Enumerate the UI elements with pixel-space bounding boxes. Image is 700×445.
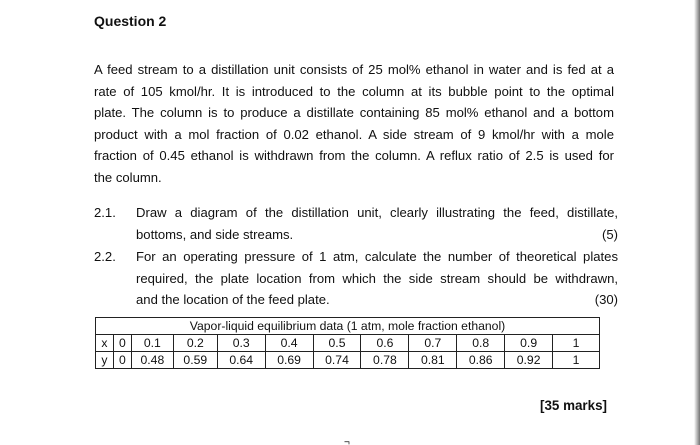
y-value-cell: 0.86 bbox=[457, 352, 505, 369]
subquestion-line: required, the plate location from which the side stream should be withdrawn, bbox=[136, 270, 618, 286]
y-value-cell: 0.81 bbox=[409, 352, 457, 369]
page-footer-glyph: ¬ bbox=[344, 437, 350, 445]
intro-line: plate. The column is to produce a distillate containing 85 mol% ethanol and a bottom bbox=[94, 105, 614, 121]
y-value-cell: 0.69 bbox=[265, 352, 313, 369]
question-title: Question 2 bbox=[94, 13, 167, 29]
y-value-cell: 0.59 bbox=[173, 352, 217, 369]
subquestion-line bbox=[136, 289, 618, 311]
total-marks: [35 marks] bbox=[540, 398, 607, 413]
question-intro-paragraph bbox=[94, 59, 614, 189]
y-values-row bbox=[96, 352, 600, 369]
intro-line: A feed stream to a distillation unit consists of 25 mol% ethanol in water and is fed at a bbox=[94, 62, 614, 77]
x-row-label: x bbox=[96, 335, 114, 352]
subquestion-line bbox=[136, 224, 618, 246]
y-value-cell: 1 bbox=[553, 352, 600, 369]
subquestion-line: Draw a diagram of the distillation unit, clearly illustrating the feed, distillate, bbox=[136, 205, 618, 220]
intro-line: product with a mol fraction of 0.02 ethanol. A side stream of 9 kmol/hr with a mole bbox=[94, 126, 614, 142]
subquestion-line: For an operating pressure of 1 atm, calculate the number of theoretical plates bbox=[136, 249, 618, 264]
x-value-cell: 0.5 bbox=[313, 335, 361, 352]
y-value-cell: 0 bbox=[113, 352, 131, 369]
table-caption-row bbox=[96, 318, 600, 335]
x-value-cell: 1 bbox=[553, 335, 600, 352]
subquestion-number: 2.1. bbox=[94, 205, 116, 220]
subquestion-marks: (30) bbox=[594, 292, 618, 308]
y-value-cell: 0.92 bbox=[505, 352, 553, 369]
subquestion-number: 2.2. bbox=[94, 249, 116, 264]
x-value-cell: 0.2 bbox=[173, 335, 217, 352]
x-values-row bbox=[96, 335, 600, 352]
x-value-cell: 0.3 bbox=[217, 335, 265, 352]
y-value-cell: 0.78 bbox=[361, 352, 409, 369]
y-value-cell: 0.64 bbox=[217, 352, 265, 369]
subquestion-line-text: and the location of the feed plate. bbox=[136, 292, 330, 308]
x-value-cell: 0.9 bbox=[505, 335, 553, 352]
x-value-cell: 0.7 bbox=[409, 335, 457, 352]
x-value-cell: 0.4 bbox=[265, 335, 313, 352]
y-value-cell: 0.74 bbox=[313, 352, 361, 369]
intro-line: fraction of 0.45 ethanol is withdrawn from the column. A reflux ratio of 2.5 is used for bbox=[94, 148, 614, 164]
intro-line: rate of 105 kmol/hr. It is introduced to the column at its bubble point to the optimal bbox=[94, 83, 614, 99]
page-edge-shadow bbox=[694, 0, 700, 445]
x-value-cell: 0.8 bbox=[457, 335, 505, 352]
vle-data-table bbox=[95, 317, 600, 369]
subquestion-marks: (5) bbox=[601, 226, 618, 242]
x-value-cell: 0.6 bbox=[361, 335, 409, 352]
table-caption: Vapor-liquid equilibrium data (1 atm, mole fraction ethanol) bbox=[96, 318, 600, 335]
x-value-cell: 0.1 bbox=[131, 335, 173, 352]
intro-line: the column. bbox=[94, 169, 162, 185]
y-row-label: y bbox=[96, 352, 114, 369]
y-value-cell: 0.48 bbox=[131, 352, 173, 369]
subquestion-line-text: bottoms, and side streams. bbox=[136, 226, 294, 242]
x-value-cell: 0 bbox=[113, 335, 131, 352]
